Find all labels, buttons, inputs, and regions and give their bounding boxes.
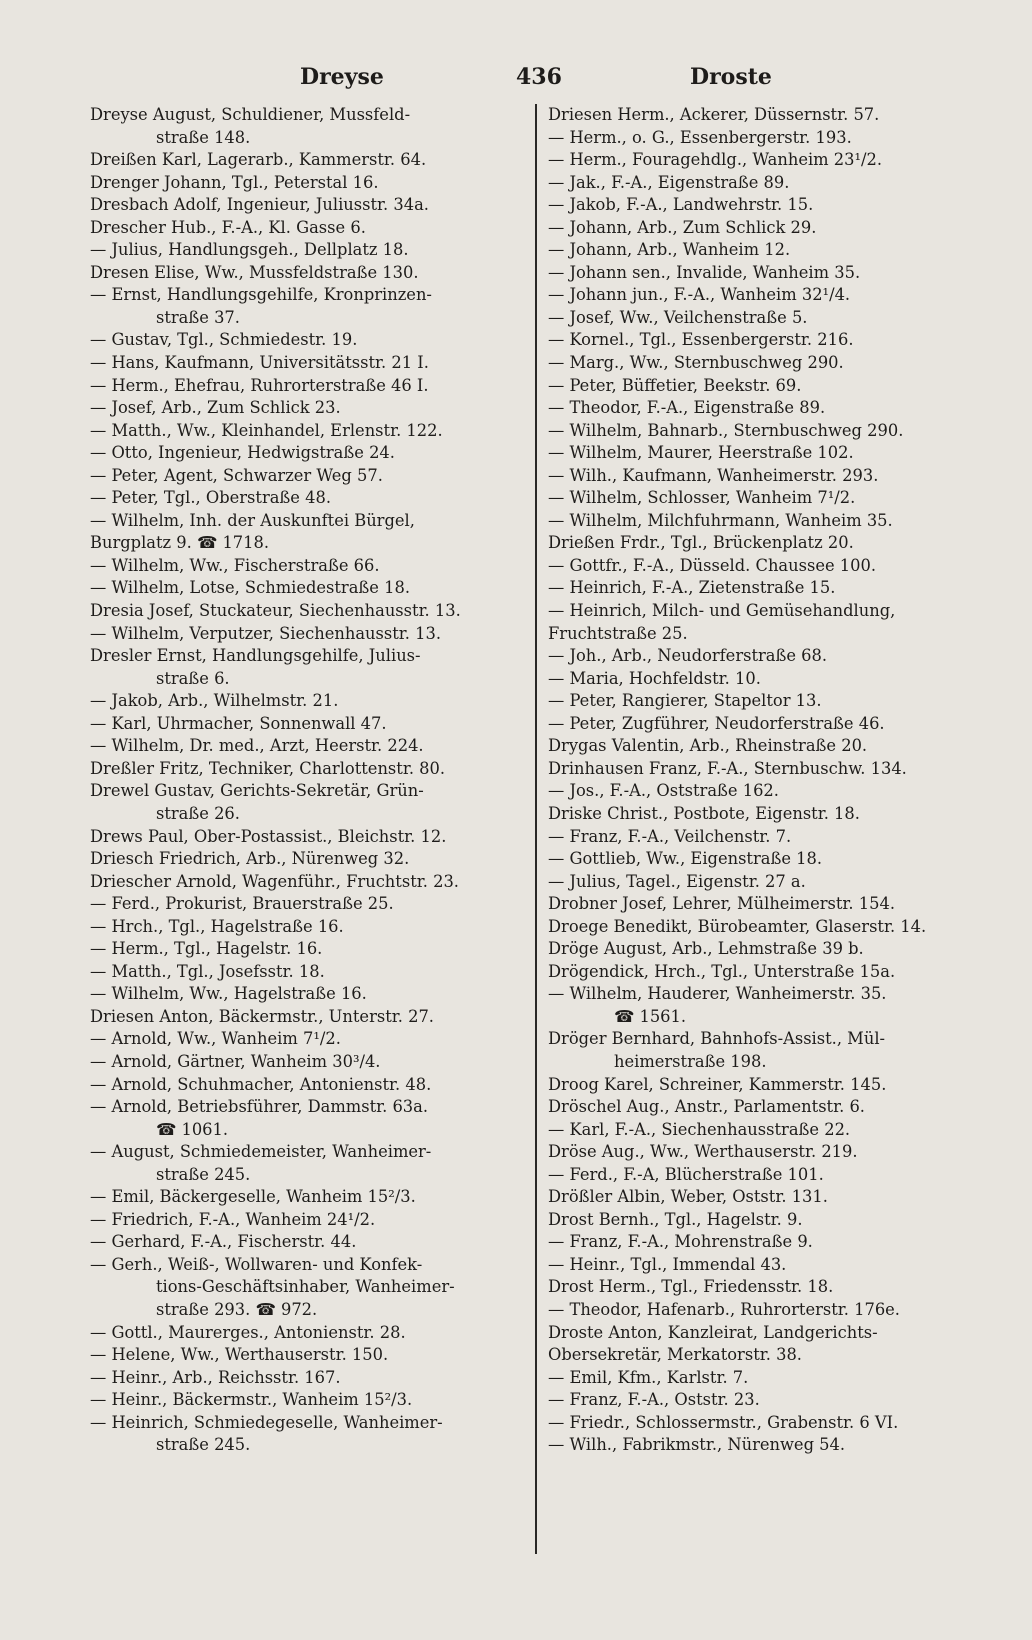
directory-entry-line: — Franz, F.-A., Veilchenstr. 7. (548, 826, 792, 846)
directory-entry-line: — Heinrich, Milch- und Gemüsehandlung, (548, 601, 896, 621)
directory-entry-line: — Ferd., Prokurist, Brauerstraße 25. (90, 894, 394, 914)
directory-entry-line: — Julius, Handlungsgeh., Dellplatz 18. (90, 240, 409, 260)
directory-entry-line: Fruchtstraße 25. (548, 623, 688, 643)
directory-entry-line: ☎ 1561. (614, 1006, 687, 1026)
directory-entry-line: — Gottl., Maurerges., Antonienstr. 28. (90, 1322, 406, 1342)
directory-entry-line: Drößler Albin, Weber, Oststr. 131. (548, 1187, 828, 1207)
directory-entry-line: Drost Herm., Tgl., Friedensstr. 18. (548, 1277, 834, 1297)
left-column (90, 104, 528, 1457)
directory-entry-line: — Kornel., Tgl., Essenbergerstr. 216. (548, 330, 854, 350)
directory-entry-line: — Jak., F.-A., Eigenstraße 89. (548, 172, 790, 192)
directory-entry-line: — Arnold, Ww., Wanheim 7¹/2. (90, 1029, 341, 1049)
directory-entry-line: Dresbach Adolf, Ingenieur, Juliusstr. 34a. (90, 195, 429, 215)
directory-entry-line: — Heinr., Tgl., Immendal 43. (548, 1254, 787, 1274)
directory-entry-line: — Peter, Rangierer, Stapeltor 13. (548, 691, 822, 711)
directory-entry-line: Drost Bernh., Tgl., Hagelstr. 9. (548, 1209, 803, 1229)
directory-entry-line: Driesen Herm., Ackerer, Düssernstr. 57. (548, 105, 880, 124)
directory-entry-line: — Wilhelm, Lotse, Schmiedestraße 18. (90, 578, 410, 598)
directory-entry-line: — Karl, Uhrmacher, Sonnenwall 47. (90, 713, 387, 733)
directory-entry-line: — Ferd., F.-A, Blücherstraße 101. (548, 1164, 824, 1184)
directory-entry-line: — Matth., Ww., Kleinhandel, Erlenstr. 122. (90, 420, 443, 440)
directory-entry-line: — Heinrich, Schmiedegeselle, Wanheimer- (90, 1412, 443, 1432)
directory-entry-line: straße 37. (156, 307, 240, 327)
directory-entry-line: Drewel Gustav, Gerichts-Sekretär, Grün- (90, 781, 424, 801)
directory-entry-line: heimerstraße 198. (614, 1051, 767, 1071)
directory-entry-line: Dreyse August, Schuldiener, Mussfeld- (90, 105, 411, 124)
directory-entry-line: — Arnold, Gärtner, Wanheim 30³/4. (90, 1051, 381, 1071)
directory-entry-line: — Julius, Tagel., Eigenstr. 27 a. (548, 871, 806, 891)
column-divider (535, 104, 537, 1554)
directory-entry-line: Drescher Hub., F.-A., Kl. Gasse 6. (90, 217, 366, 237)
directory-entry-line: — Herm., Tgl., Hagelstr. 16. (90, 939, 323, 959)
directory-entry-line: — Friedr., Schlossermstr., Grabenstr. 6 VI. (548, 1412, 899, 1432)
directory-entry-line: — Josef, Ww., Veilchenstraße 5. (548, 307, 808, 327)
header-right-keyword: Droste (690, 64, 772, 90)
header-left-keyword: Dreyse (300, 64, 384, 90)
directory-entry-line: — Wilhelm, Dr. med., Arzt, Heerstr. 224. (90, 736, 424, 756)
directory-entry-line: — Peter, Büffetier, Beekstr. 69. (548, 375, 802, 395)
directory-entry-line: Obersekretär, Merkatorstr. 38. (548, 1345, 802, 1365)
directory-entry-line: — Maria, Hochfeldstr. 10. (548, 668, 761, 688)
directory-entry-line: — Wilhelm, Ww., Fischerstraße 66. (90, 555, 380, 575)
directory-entry-line: — Theodor, Hafenarb., Ruhrorterstr. 176e. (548, 1299, 900, 1319)
directory-entry-line: — Wilhelm, Hauderer, Wanheimerstr. 35. (548, 984, 887, 1004)
directory-entry-line: — Gerh., Weiß-, Wollwaren- und Konfek- (90, 1254, 423, 1274)
directory-entry-line: straße 293. ☎ 972. (156, 1299, 318, 1319)
directory-entry-line: — Johann, Arb., Wanheim 12. (548, 240, 791, 260)
directory-entry-line: Dresler Ernst, Handlungsgehilfe, Julius- (90, 646, 421, 666)
directory-entry-line: — Joh., Arb., Neudorferstraße 68. (548, 646, 828, 666)
directory-entry-line: — Wilhelm, Schlosser, Wanheim 7¹/2. (548, 488, 856, 508)
directory-entry-line: — Franz, F.-A., Mohrenstraße 9. (548, 1232, 813, 1252)
page-header (90, 58, 980, 98)
directory-entry-line: Driesch Friedrich, Arb., Nürenweg 32. (90, 849, 410, 869)
directory-entry-line: Burgplatz 9. ☎ 1718. (90, 533, 270, 553)
directory-entry-line: — Johann jun., F.-A., Wanheim 32¹/4. (548, 285, 851, 305)
directory-entry-line: Driske Christ., Postbote, Eigenstr. 18. (548, 803, 860, 823)
directory-entry-line: — Heinrich, F.-A., Zietenstraße 15. (548, 578, 836, 598)
directory-entry-line: — Wilhelm, Ww., Hagelstraße 16. (90, 984, 367, 1004)
directory-entry-line: — Gottfr., F.-A., Düsseld. Chaussee 100. (548, 555, 877, 575)
directory-entry-line: Dröschel Aug., Anstr., Parlamentstr. 6. (548, 1097, 865, 1117)
directory-entry-line: Drobner Josef, Lehrer, Mülheimerstr. 154. (548, 894, 895, 914)
directory-entry-line: straße 245. (156, 1435, 251, 1455)
directory-entry-line: Dreßler Fritz, Techniker, Charlottenstr. 80. (90, 758, 446, 778)
directory-entry-line: — Wilh., Fabrikmstr., Nürenweg 54. (548, 1435, 846, 1455)
directory-entry-line: — Wilhelm, Milchfuhrmann, Wanheim 35. (548, 510, 893, 530)
directory-entry-line: — Helene, Ww., Werthauserstr. 150. (90, 1345, 389, 1365)
directory-entry-line: — Arnold, Schuhmacher, Antonienstr. 48. (90, 1074, 432, 1094)
directory-entry-line: Drygas Valentin, Arb., Rheinstraße 20. (548, 736, 868, 756)
page-number: 436 (516, 64, 562, 90)
directory-entry-line: Droste Anton, Kanzleirat, Landgerichts- (548, 1322, 878, 1342)
directory-entry-line: — Wilh., Kaufmann, Wanheimerstr. 293. (548, 465, 879, 485)
directory-entry-line: — Gottlieb, Ww., Eigenstraße 18. (548, 849, 823, 869)
directory-entry-line: — Otto, Ingenieur, Hedwigstraße 24. (90, 443, 395, 463)
directory-entry-line: tions-Geschäftsinhaber, Wanheimer- (156, 1277, 455, 1297)
directory-entry-line: — Peter, Agent, Schwarzer Weg 57. (90, 465, 383, 485)
directory-entry-line: Dreißen Karl, Lagerarb., Kammerstr. 64. (90, 150, 427, 170)
directory-entry-line: — Jakob, Arb., Wilhelmstr. 21. (90, 691, 339, 711)
directory-entry-line: straße 148. (156, 127, 251, 147)
directory-entry-line: straße 6. (156, 668, 230, 688)
directory-entry-line: — Peter, Tgl., Oberstraße 48. (90, 488, 332, 508)
directory-entry-line: Drinhausen Franz, F.-A., Sternbuschw. 134. (548, 758, 907, 778)
directory-entry-line: — Arnold, Betriebsführer, Dammstr. 63a. (90, 1097, 429, 1117)
directory-entry-line: — Herm., Fouragehdlg., Wanheim 23¹/2. (548, 150, 883, 170)
directory-entry-line: — Ernst, Handlungsgehilfe, Kronprinzen- (90, 285, 432, 305)
directory-entry-line: — Emil, Kfm., Karlstr. 7. (548, 1367, 749, 1387)
right-column (548, 104, 984, 1457)
directory-entry-line: — Heinr., Arb., Reichsstr. 167. (90, 1367, 341, 1387)
directory-entry-line: — Franz, F.-A., Oststr. 23. (548, 1390, 760, 1410)
directory-entry-line: — Johann, Arb., Zum Schlick 29. (548, 217, 817, 237)
directory-entry-line: Dröge August, Arb., Lehmstraße 39 b. (548, 939, 864, 959)
directory-entry-line: — Hrch., Tgl., Hagelstraße 16. (90, 916, 344, 936)
directory-entry-line: Driescher Arnold, Wagenführ., Fruchtstr. 23. (90, 871, 459, 891)
directory-entry-line: — Gustav, Tgl., Schmiedestr. 19. (90, 330, 358, 350)
directory-entry-line: — Peter, Zugführer, Neudorferstraße 46. (548, 713, 885, 733)
directory-entry-line: — Heinr., Bäckermstr., Wanheim 15²/3. (90, 1390, 413, 1410)
directory-entry-line: — Matth., Tgl., Josefsstr. 18. (90, 961, 325, 981)
directory-entry-line: — Wilhelm, Bahnarb., Sternbuschweg 290. (548, 420, 904, 440)
directory-entry-line: — Wilhelm, Verputzer, Siechenhausstr. 13. (90, 623, 442, 643)
directory-entry-line: Drießen Frdr., Tgl., Brückenplatz 20. (548, 533, 854, 553)
directory-entry-line: — Theodor, F.-A., Eigenstraße 89. (548, 398, 826, 418)
directory-entry-line: — Marg., Ww., Sternbuschweg 290. (548, 353, 844, 373)
directory-entry-line: Drögendick, Hrch., Tgl., Unterstraße 15a. (548, 961, 896, 981)
directory-entry-line: — Karl, F.-A., Siechenhausstraße 22. (548, 1119, 851, 1139)
directory-entry-line: — Herm., o. G., Essenbergerstr. 193. (548, 127, 852, 147)
directory-entry-line: straße 26. (156, 803, 240, 823)
directory-entry-line: — Josef, Arb., Zum Schlick 23. (90, 398, 341, 418)
directory-entry-line: — Wilhelm, Inh. der Auskunftei Bürgel, (90, 510, 415, 530)
directory-entry-line: — Gerhard, F.-A., Fischerstr. 44. (90, 1232, 357, 1252)
directory-entry-line: Dröse Aug., Ww., Werthauserstr. 219. (548, 1142, 858, 1162)
directory-entry-line: — Johann sen., Invalide, Wanheim 35. (548, 262, 861, 282)
directory-entry-line: — Emil, Bäckergeselle, Wanheim 15²/3. (90, 1187, 416, 1207)
directory-entry-line: Dröger Bernhard, Bahnhofs-Assist., Mül- (548, 1029, 886, 1049)
directory-entry-line: — Hans, Kaufmann, Universitätsstr. 21 I. (90, 353, 429, 373)
directory-entry-line: Droog Karel, Schreiner, Kammerstr. 145. (548, 1074, 887, 1094)
directory-entry-line: Dresia Josef, Stuckateur, Siechenhausstr. 13. (90, 601, 461, 621)
directory-entry-line: Dresen Elise, Ww., Mussfeldstraße 130. (90, 262, 419, 282)
directory-entry-line: — August, Schmiedemeister, Wanheimer- (90, 1142, 432, 1162)
directory-entry-line: straße 245. (156, 1164, 251, 1184)
directory-entry-line: — Friedrich, F.-A., Wanheim 24¹/2. (90, 1209, 376, 1229)
directory-entry-line: — Jakob, F.-A., Landwehrstr. 15. (548, 195, 814, 215)
directory-entry-line: — Jos., F.-A., Oststraße 162. (548, 781, 779, 801)
directory-entry-line: ☎ 1061. (156, 1119, 229, 1139)
directory-entry-line: Drenger Johann, Tgl., Peterstal 16. (90, 172, 379, 192)
directory-entry-line: Driesen Anton, Bäckermstr., Unterstr. 27. (90, 1006, 434, 1026)
directory-entry-line: Droege Benedikt, Bürobeamter, Glaserstr. 14. (548, 916, 927, 936)
directory-entry-line: — Herm., Ehefrau, Ruhrorterstraße 46 I. (90, 375, 429, 395)
directory-entry-line: Drews Paul, Ober-Postassist., Bleichstr. 12. (90, 826, 447, 846)
directory-entry-line: — Wilhelm, Maurer, Heerstraße 102. (548, 443, 854, 463)
